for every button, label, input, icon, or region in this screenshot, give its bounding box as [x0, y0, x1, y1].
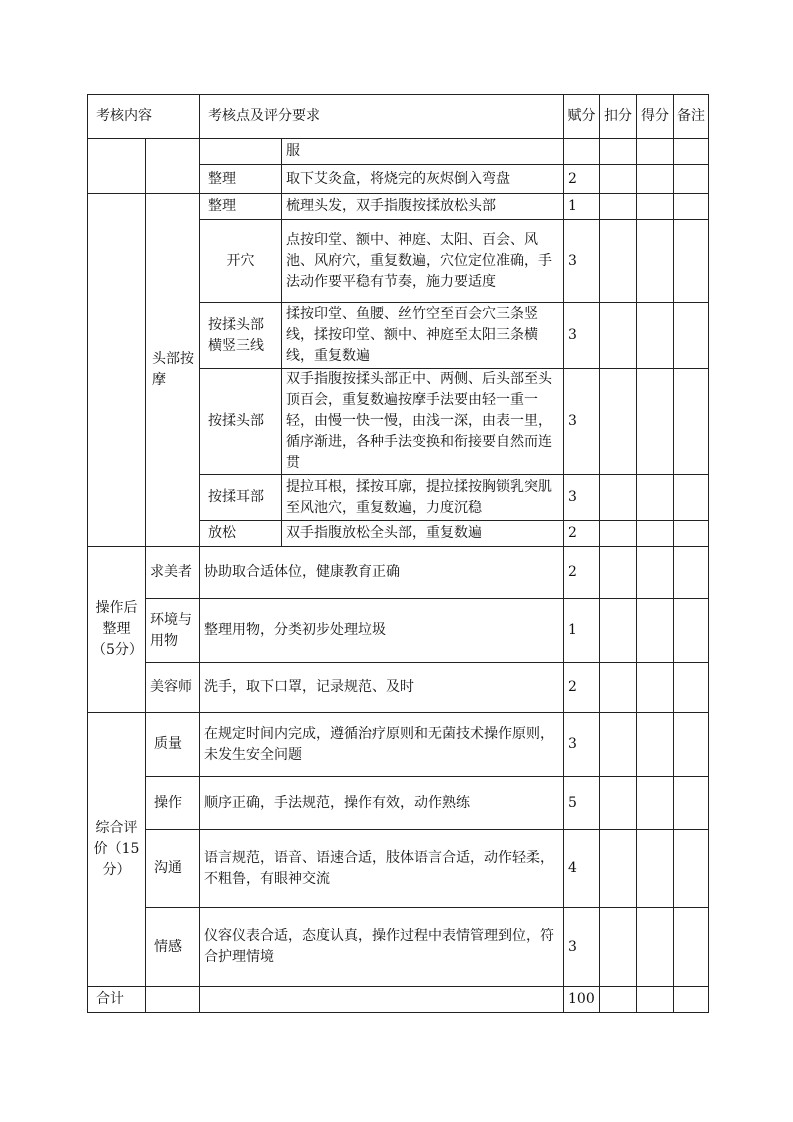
row-score: 5 — [564, 777, 600, 830]
row-cat: 情感 — [146, 908, 200, 987]
header-assign: 赋分 — [564, 95, 600, 139]
row-cat: 环境与用物 — [146, 599, 200, 663]
row-text: 双手指腹按揉头部正中、两侧、后头部至头顶百会，重复数遍按摩手法要由轻一重一轻，由慢一快一慢，由浅一深，由表一里，循序渐进，各种手法变换和衔接要自然而连贯 — [282, 369, 564, 475]
row-score: 3 — [564, 303, 600, 369]
row-text: 仪容仪表合适，态度认真，操作过程中表情管理到位，符合护理情境 — [200, 908, 564, 987]
blank-cell — [200, 139, 282, 165]
row-sub: 整理 — [200, 194, 282, 220]
total-row — [88, 987, 709, 1013]
post-group-label: 操作后整理（5分） — [88, 547, 146, 713]
row-cat: 操作 — [146, 777, 200, 830]
head-massage-label: 头部按摩 — [146, 194, 200, 547]
table-row — [88, 908, 709, 987]
header-deduct: 扣分 — [600, 95, 637, 139]
row-cat: 求美者 — [146, 547, 200, 599]
row-score: 3 — [564, 713, 600, 777]
row-sub: 开穴 — [200, 220, 282, 303]
row-score: 2 — [564, 165, 600, 194]
row-cat: 美容师 — [146, 663, 200, 713]
row-score: 3 — [564, 475, 600, 521]
table-row — [88, 777, 709, 830]
row-text: 语言规范，语音、语速合适，肢体语言合适，动作轻柔，不粗鲁，有眼神交流 — [200, 830, 564, 908]
total-label: 合计 — [88, 987, 146, 1013]
row-score: 1 — [564, 599, 600, 663]
row-sub: 按揉头部横竖三线 — [200, 303, 282, 369]
row-text: 梳理头发，双手指腹按揉放松头部 — [282, 194, 564, 220]
blank-cell — [88, 139, 146, 194]
row-text: 双手指腹放松全头部，重复数遍 — [282, 521, 564, 547]
table-row — [88, 830, 709, 908]
table-row — [88, 663, 709, 713]
header-score: 得分 — [637, 95, 674, 139]
row-text: 取下艾灸盒，将烧完的灰烬倒入弯盘 — [282, 165, 564, 194]
row-sub: 按揉耳部 — [200, 475, 282, 521]
header-content: 考核内容 — [88, 95, 200, 139]
row-text: 在规定时间内完成，遵循治疗原则和无菌技术操作原则，未发生安全问题 — [200, 713, 564, 777]
row-text: 协助取合适体位，健康教育正确 — [200, 547, 564, 599]
row-text: 洗手，取下口罩，记录规范、及时 — [200, 663, 564, 713]
table-row — [88, 713, 709, 777]
table-row — [88, 599, 709, 663]
blank-cell — [146, 139, 200, 194]
row-score: 3 — [564, 220, 600, 303]
table-row — [88, 194, 709, 220]
row-sub: 整理 — [200, 165, 282, 194]
table-row — [88, 139, 709, 165]
header-remark: 备注 — [674, 95, 709, 139]
row-cat: 质量 — [146, 713, 200, 777]
row-text: 顺序正确，手法规范，操作有效，动作熟练 — [200, 777, 564, 830]
row-text: 整理用物，分类初步处理垃圾 — [200, 599, 564, 663]
row-score: 2 — [564, 663, 600, 713]
row-score: 2 — [564, 521, 600, 547]
row-cat: 沟通 — [146, 830, 200, 908]
row-text: 提拉耳根，揉按耳廓，提拉揉按胸锁乳突肌至风池穴，重复数遍，力度沉稳 — [282, 475, 564, 521]
row-text: 服 — [282, 139, 564, 165]
row-score: 4 — [564, 830, 600, 908]
row-sub: 放松 — [200, 521, 282, 547]
row-score: 3 — [564, 369, 600, 475]
row-sub: 按揉头部 — [200, 369, 282, 475]
row-score: 1 — [564, 194, 600, 220]
eval-group-label: 综合评价（15分） — [88, 713, 146, 987]
table-row — [88, 547, 709, 599]
blank-cell — [88, 194, 146, 547]
row-text: 揉按印堂、鱼腰、丝竹空至百会穴三条竖线，揉按印堂、额中、神庭至太阳三条横线，重复数遍 — [282, 303, 564, 369]
row-text: 点按印堂、额中、神庭、太阳、百会、风池、风府穴，重复数遍，穴位定位准确，手法动作要平稳有节奏，施力要适度 — [282, 220, 564, 303]
row-score: 2 — [564, 547, 600, 599]
header-points: 考核点及评分要求 — [200, 95, 564, 139]
row-score: 3 — [564, 908, 600, 987]
assessment-table — [87, 94, 709, 1013]
total-score: 100 — [564, 987, 600, 1013]
header-row — [88, 95, 709, 139]
